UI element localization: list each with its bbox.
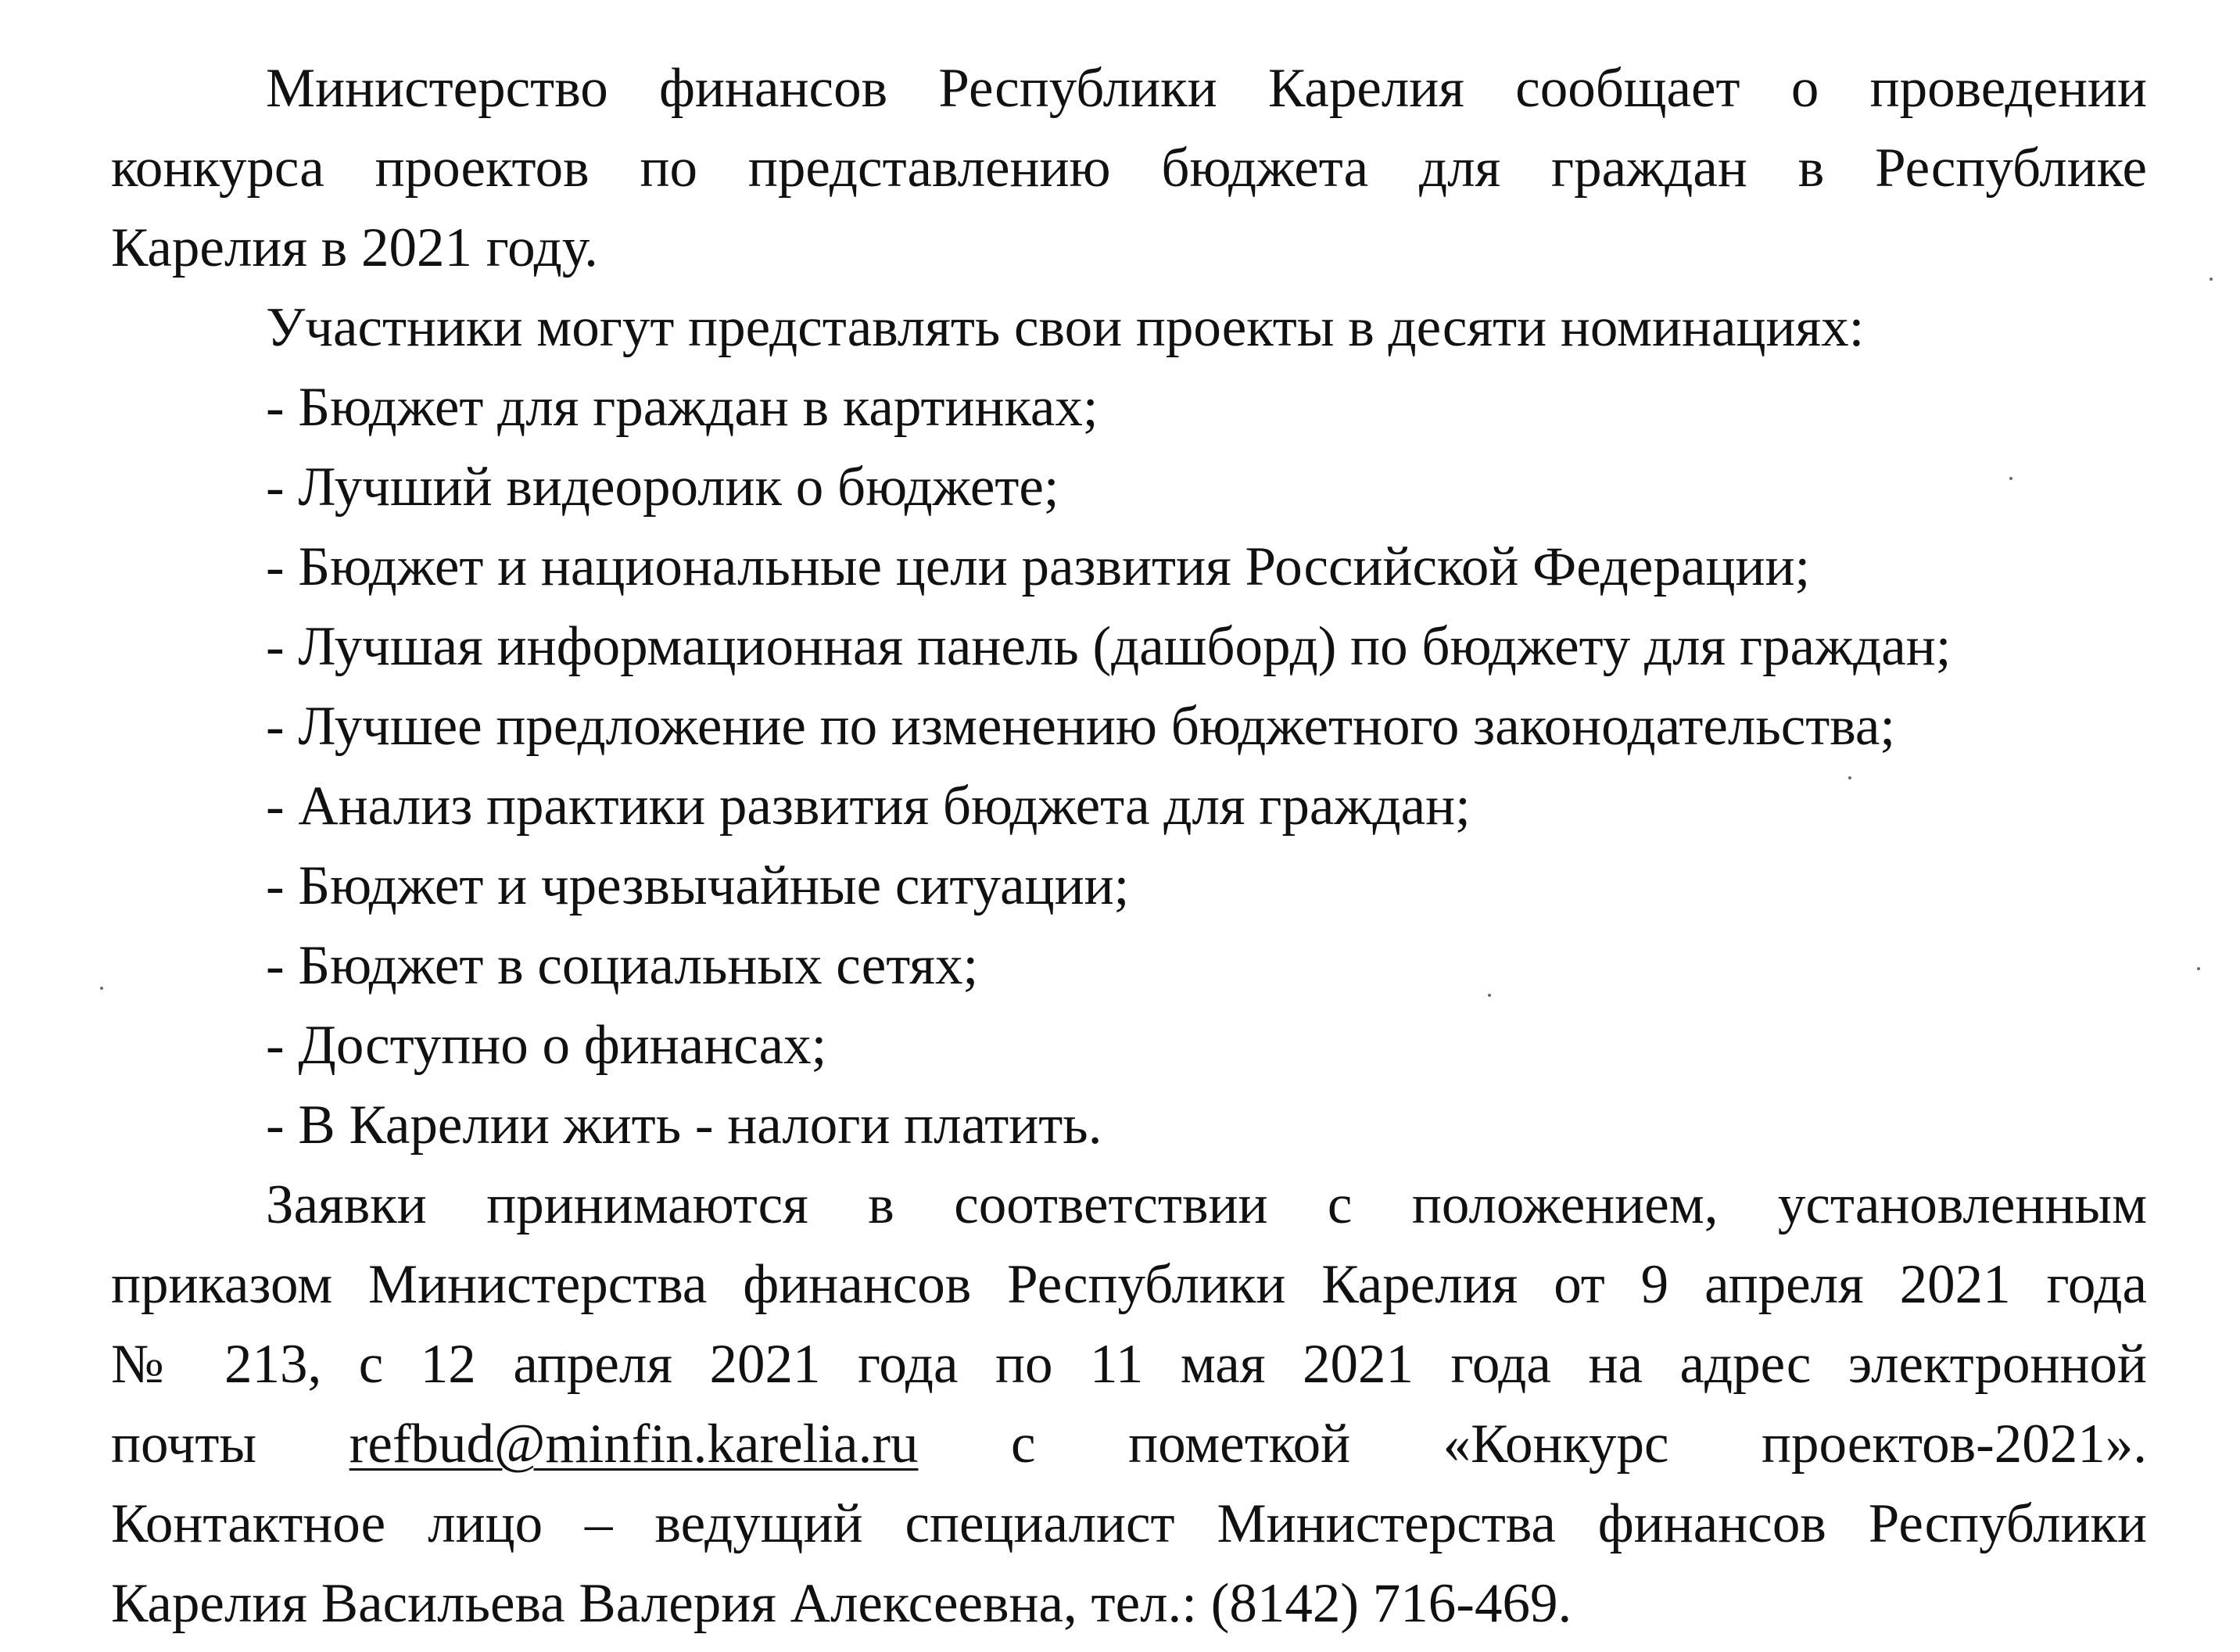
contact-line-1: Контактное лицо – ведущий специалист Министерства финансов Республики xyxy=(111,1493,2147,1554)
document-body xyxy=(111,48,2147,1643)
email-suffix: с пометкой «Конкурс проектов-2021». xyxy=(1011,1414,2147,1475)
applications-paragraph xyxy=(111,1165,2147,1643)
scan-speck xyxy=(2009,477,2012,480)
intro-line-1: Министерство финансов Республики Карелия сообщает о проведении xyxy=(266,58,2147,119)
scan-speck xyxy=(100,987,103,990)
applications-line-3: № 213, с 12 апреля 2021 года по 11 мая 2021 года на адрес электронной xyxy=(111,1334,2147,1395)
nomination-item: - Доступно о финансах; xyxy=(266,1015,827,1076)
applications-line-4 xyxy=(111,1404,2147,1484)
intro-paragraph xyxy=(111,48,2147,288)
nomination-item: - Бюджет и чрезвычайные ситуации; xyxy=(266,855,1130,916)
nomination-item: - Лучшее предложение по изменению бюджетного законодательства; xyxy=(266,696,1896,757)
nomination-item: - В Карелии жить - налоги платить. xyxy=(266,1095,1102,1156)
nomination-item: - Бюджет и национальные цели развития Российской Федерации; xyxy=(266,536,1811,597)
applications-line-1: Заявки принимаются в соответствии с положением, установленным xyxy=(266,1174,2147,1235)
contact-line-2: Карелия Васильева Валерия Алексеевна, тел.: (8142) 716-469. xyxy=(111,1573,1572,1634)
nomination-item: - Лучший видеоролик о бюджете; xyxy=(266,457,1059,518)
nomination-item: - Анализ практики развития бюджета для граждан; xyxy=(266,776,1471,837)
scan-speck xyxy=(2197,967,2200,970)
intro-line-2: конкурса проектов по представлению бюджета для граждан в Республике xyxy=(111,138,2147,199)
email-link[interactable]: refbud@minfin.karelia.ru xyxy=(349,1414,919,1475)
nominations-list xyxy=(111,367,2147,1165)
nomination-item: - Бюджет в социальных сетях; xyxy=(266,935,979,996)
nominations-heading: Участники могут представлять свои проекты в десяти номинациях: xyxy=(266,297,1865,358)
intro-line-3: Карелия в 2021 году. xyxy=(111,217,598,278)
scan-speck xyxy=(1488,994,1491,997)
applications-line-2: приказом Министерства финансов Республики Карелия от 9 апреля 2021 года xyxy=(111,1254,2147,1315)
nomination-item: - Бюджет для граждан в картинках; xyxy=(266,377,1098,438)
email-prefix: почты xyxy=(111,1414,257,1475)
scan-speck xyxy=(2210,278,2213,281)
nomination-item: - Лучшая информационная панель (дашборд) по бюджету для граждан; xyxy=(266,616,1951,677)
scan-speck xyxy=(1848,776,1851,779)
